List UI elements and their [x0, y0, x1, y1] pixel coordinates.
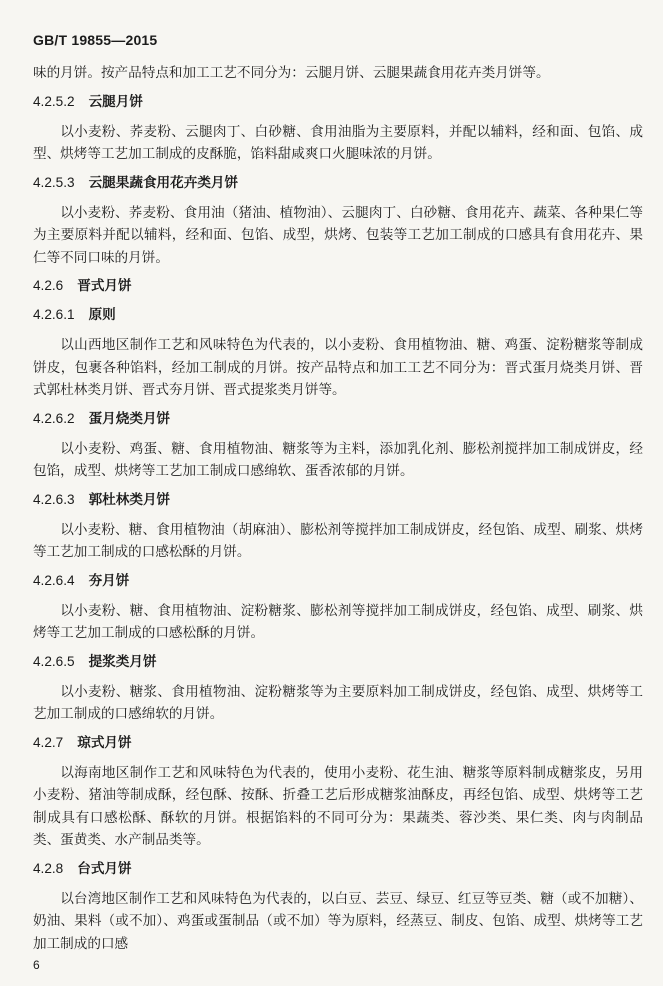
section-number: 4.2.6.3 [33, 491, 75, 507]
body-paragraph: 以小麦粉、荞麦粉、食用油（猪油、植物油）、云腿肉丁、白砂糖、食用花卉、蔬菜、各种果仁等为主要原料并配以辅料，经和面、包馅、成型，烘烤、包装等工艺加工制成的口感具有食用花卉、果仁等不同口味的月饼。 [33, 204, 643, 266]
body-paragraph: 以小麦粉、鸡蛋、糖、食用植物油、糖浆等为主料，添加乳化剂、膨松剂搅拌加工制成饼皮，经包馅，成型、烘烤等工艺加工制成口感绵软、蛋香浓郁的月饼。 [33, 440, 643, 479]
section-title: 云腿果蔬食用花卉类月饼 [88, 174, 239, 191]
document-id-header: GB/T 19855—2015 [33, 32, 158, 48]
section-heading [33, 571, 643, 591]
section-number: 4.2.5.3 [33, 174, 75, 190]
section-number: 4.2.6 [33, 278, 64, 293]
section-number: 4.2.6.1 [33, 307, 75, 322]
body-paragraph: 以台湾地区制作工艺和风味特色为代表的，以白豆、芸豆、绿豆、红豆等豆类、糖（或不加糖）、奶油、果料（或不加）、鸡蛋或蛋制品（或不加）等为原料，经蒸豆、制皮、包馅、成型、烘烤等工艺加工制成的口感 [33, 890, 643, 952]
body-paragraph: 以小麦粉、糖浆、食用植物油、淀粉糖浆等为主要原料加工制成饼皮，经包馅、成型、烘烤等工艺加工制成的口感绵软的月饼。 [33, 683, 643, 722]
section-number: 4.2.5.2 [33, 93, 75, 109]
section-number: 4.2.6.4 [33, 572, 75, 588]
body-paragraph: 以小麦粉、糖、食用植物油、淀粉糖浆、膨松剂等搅拌加工制成饼皮，经包馅、成型、刷浆、烘烤等工艺加工制成的口感松酥的月饼。 [33, 602, 643, 641]
section-title: 原则 [88, 307, 116, 323]
section-heading [33, 859, 643, 879]
body-paragraph: 以山西地区制作工艺和风味特色为代表的，以小麦粉、食用植物油、糖、鸡蛋、淀粉糖浆等制成饼皮，包裹各种馅料，经加工制成的月饼。按产品特点和加工工艺不同分为：晋式蛋月烧类月饼、晋式郭杜林类月饼、晋式夯月饼、晋式提浆类月饼等。 [33, 337, 643, 398]
section-title: 琼式月饼 [77, 734, 132, 751]
section-heading [33, 276, 643, 296]
section-heading [33, 173, 643, 193]
section-title: 夯月饼 [88, 572, 130, 589]
section-heading [33, 733, 643, 753]
section-number: 4.2.6.2 [33, 410, 75, 426]
section-title: 台式月饼 [77, 860, 132, 877]
section-heading [33, 652, 643, 672]
section-title: 晋式月饼 [77, 278, 132, 294]
section-title: 郭杜林类月饼 [88, 491, 171, 508]
document-body [33, 62, 643, 962]
page-number: 6 [33, 958, 40, 972]
section-heading [33, 490, 643, 510]
body-paragraph: 以小麦粉、糖、食用植物油（胡麻油）、膨松剂等搅拌加工制成饼皮，经包馅、成型、刷浆、烘烤等工艺加工制成的口感松酥的月饼。 [33, 521, 643, 560]
section-heading [33, 409, 643, 429]
body-paragraph: 以小麦粉、荞麦粉、云腿肉丁、白砂糖、食用油脂为主要原料，并配以辅料，经和面、包馅、成型、烘烤等工艺加工制成的皮酥脆，馅料甜咸爽口火腿味浓的月饼。 [33, 123, 643, 162]
section-number: 4.2.7 [33, 734, 64, 750]
section-heading [33, 92, 643, 112]
section-heading [33, 305, 643, 325]
section-title: 提浆类月饼 [88, 653, 157, 670]
body-paragraph: 以海南地区制作工艺和风味特色为代表的，使用小麦粉、花生油、糖浆等原料制成糖浆皮，另用小麦粉、猪油等制成酥，经包酥、按酥、折叠工艺后形成糖浆油酥皮，再经包馅、成型、烘烤等工艺制成具有口感松酥、酥软的月饼。根据馅料的不同可分为：果蔬类、蓉沙类、果仁类、肉与肉制品类、蛋黄类、水产制品类等。 [33, 764, 643, 848]
section-number: 4.2.8 [33, 860, 64, 876]
section-number: 4.2.6.5 [33, 653, 75, 669]
section-title: 云腿月饼 [88, 93, 143, 110]
body-paragraph: 味的月饼。按产品特点和加工工艺不同分为：云腿月饼、云腿果蔬食用花卉类月饼等。 [33, 65, 550, 81]
section-title: 蛋月烧类月饼 [88, 410, 171, 427]
